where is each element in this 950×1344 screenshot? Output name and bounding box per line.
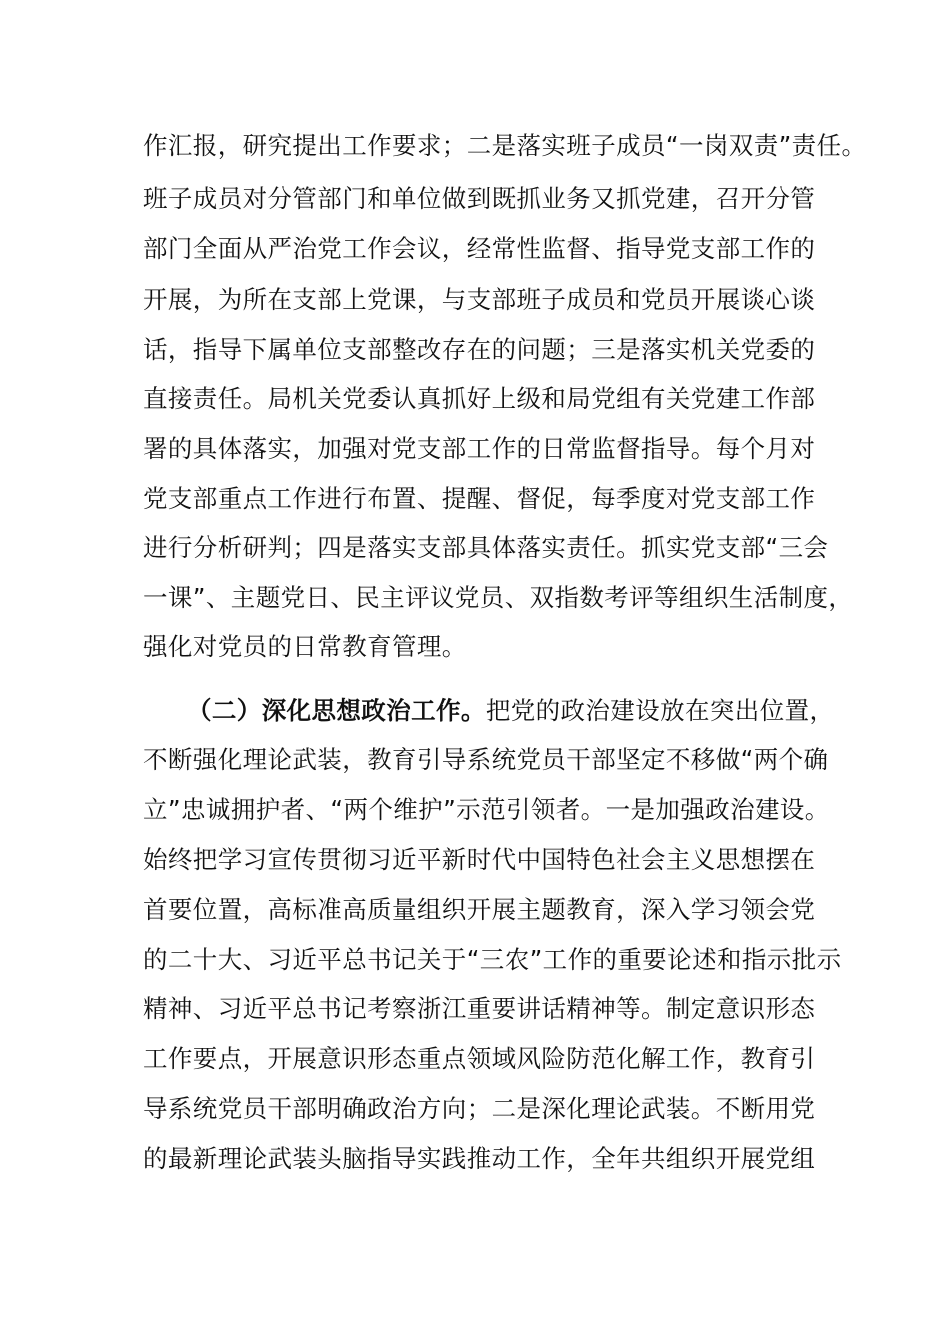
text-line: 进行分析研判；四是落实支部具体落实责任。抓实党支部“三会: [143, 533, 829, 562]
text-line: 话，指导下属单位支部整改存在的问题；三是落实机关党委的: [143, 335, 816, 364]
text-line: 一课”、主题党日、民主评议党员、双指数考评等组织生活制度，: [143, 583, 854, 612]
heading-line-text: 把党的政治建设放在突出位置，: [485, 696, 835, 725]
text-line: 班子成员对分管部门和单位做到既抓业务又抓党建，召开分管: [143, 184, 816, 213]
text-line: 直接责任。局机关党委认真抓好上级和局党组有关党建工作部: [143, 384, 816, 413]
text-line: 强化对党员的日常教育管理。: [143, 632, 467, 661]
text-line: 工作要点，开展意识形态重点领域风险防范化解工作，教育引: [143, 1044, 816, 1073]
text-line: 首要位置，高标准高质量组织开展主题教育，深入学习领会党: [143, 895, 816, 924]
text-line: 党支部重点工作进行布置、提醒、督促，每季度对党支部工作: [143, 484, 816, 513]
text-line: 署的具体落实，加强对党支部工作的日常监督指导。每个月对: [143, 434, 816, 463]
text-line: 开展，为所在支部上党课，与支部班子成员和党员开展谈心谈: [143, 285, 816, 314]
text-line: 作汇报，研究提出工作要求；二是落实班子成员“一岗双责”责任。: [143, 131, 867, 160]
text-line: 导系统党员干部明确政治方向；二是深化理论武装。不断用党: [143, 1094, 816, 1123]
text-line: 不断强化理论武装，教育引导系统党员干部坚定不移做“两个确: [143, 745, 829, 774]
text-line: 部门全面从严治党工作会议，经常性监督、指导党支部工作的: [143, 234, 816, 263]
text-line: 的最新理论武装头脑指导实践推动工作，全年共组织开展党组: [143, 1144, 816, 1173]
text-line: 的二十大、习近平总书记关于“三农”工作的重要论述和指示批示: [143, 945, 842, 974]
section-heading: （二）深化思想政治工作。: [187, 696, 486, 725]
text-line: 立”忠诚拥护者、“两个维护”示范引领者。一是加强政治建设。: [143, 795, 830, 824]
section-heading-line: [187, 696, 834, 726]
text-line: 始终把学习宣传贯彻习近平新时代中国特色社会主义思想摆在: [143, 845, 816, 874]
text-line: 精神、习近平总书记考察浙江重要讲话精神等。制定意识形态: [143, 994, 816, 1023]
